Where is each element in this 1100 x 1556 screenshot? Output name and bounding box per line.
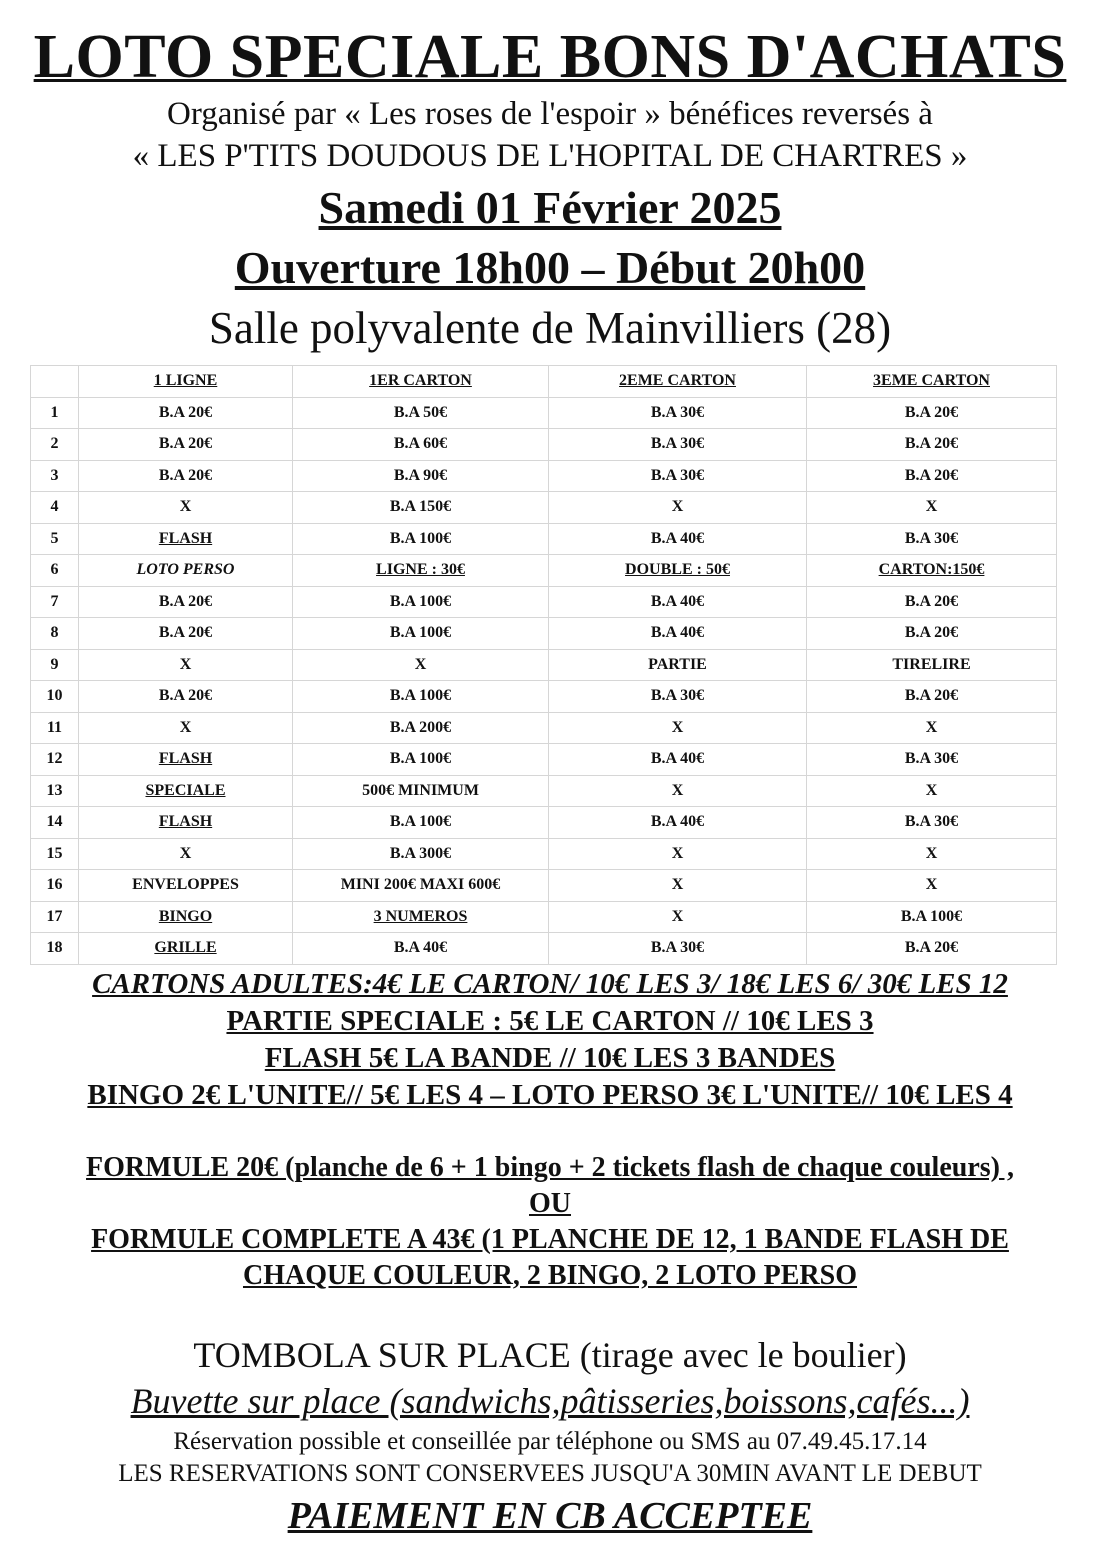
formula-or: OU — [529, 1188, 571, 1219]
table-cell: X — [807, 775, 1057, 807]
table-cell: B.A 100€ — [293, 523, 549, 555]
table-cell: B.A 20€ — [79, 586, 293, 618]
column-header: 1 LIGNE — [79, 366, 293, 398]
table-row — [31, 775, 1057, 807]
prize-table — [30, 365, 1057, 965]
tombola-text: TOMBOLA SUR PLACE (tirage avec le boulier) — [193, 1335, 907, 1375]
table-row — [31, 838, 1057, 870]
table-cell: FLASH — [79, 744, 293, 776]
page-title: LOTO SPECIALE BONS D'ACHATS — [33, 23, 1067, 91]
table-cell: 3 NUMEROS — [293, 901, 549, 933]
row-number: 16 — [31, 870, 79, 902]
table-cell: B.A 30€ — [549, 429, 807, 461]
table-cell: B.A 20€ — [807, 933, 1057, 965]
table-cell: B.A 100€ — [807, 901, 1057, 933]
table-row — [31, 492, 1057, 524]
table-cell: X — [549, 901, 807, 933]
event-date: Samedi 01 Février 2025 — [318, 182, 782, 233]
table-row — [31, 933, 1057, 965]
table-cell: B.A 100€ — [293, 744, 549, 776]
table-cell: B.A 100€ — [293, 681, 549, 713]
reservation-text: Réservation possible et conseillée par téléphone ou SMS au 07.49.45.17.14 — [173, 1428, 927, 1455]
table-cell: X — [79, 649, 293, 681]
table-cell: X — [79, 838, 293, 870]
table-cell: MINI 200€ MAXI 600€ — [293, 870, 549, 902]
row-number: 10 — [31, 681, 79, 713]
row-number: 7 — [31, 586, 79, 618]
table-cell: GRILLE — [79, 933, 293, 965]
table-cell: PARTIE — [549, 649, 807, 681]
table-cell: B.A 20€ — [79, 429, 293, 461]
payment-text: PAIEMENT EN CB ACCEPTEE — [287, 1495, 813, 1537]
formula-2-line-2: CHAQUE COULEUR, 2 BINGO, 2 LOTO PERSO — [242, 1260, 858, 1291]
table-cell: X — [807, 838, 1057, 870]
table-cell: B.A 30€ — [549, 681, 807, 713]
table-cell: X — [79, 712, 293, 744]
table-cell: TIRELIRE — [807, 649, 1057, 681]
table-cell: X — [807, 712, 1057, 744]
table-cell: B.A 20€ — [79, 460, 293, 492]
table-cell: DOUBLE : 50€ — [549, 555, 807, 587]
table-cell: B.A 20€ — [79, 397, 293, 429]
price-list — [0, 966, 1100, 1114]
table-cell: X — [549, 712, 807, 744]
reservation-note: LES RESERVATIONS SONT CONSERVEES JUSQU'A 30MIN AVANT LE DEBUT — [118, 1460, 982, 1487]
table-cell: B.A 30€ — [807, 807, 1057, 839]
row-number: 17 — [31, 901, 79, 933]
table-cell: B.A 40€ — [549, 618, 807, 650]
event-venue: Salle polyvalente de Mainvilliers (28) — [208, 303, 892, 353]
table-cell: SPECIALE — [79, 775, 293, 807]
table-row — [31, 523, 1057, 555]
table-cell: B.A 30€ — [549, 933, 807, 965]
table-row — [31, 807, 1057, 839]
organizer-block — [0, 93, 1100, 177]
row-number: 15 — [31, 838, 79, 870]
reservation-block — [0, 1426, 1100, 1490]
price-flash: FLASH 5€ LA BANDE // 10€ LES 3 BANDES — [264, 1042, 836, 1074]
table-row — [31, 586, 1057, 618]
table-cell: ENVELOPPES — [79, 870, 293, 902]
table-cell: X — [807, 492, 1057, 524]
table-cell: B.A 20€ — [79, 681, 293, 713]
table-row — [31, 618, 1057, 650]
table-cell: B.A 40€ — [549, 586, 807, 618]
price-bingo: BINGO 2€ L'UNITE// 5€ LES 4 – LOTO PERSO 3€ L'UNITE// 10€ LES 4 — [87, 1079, 1013, 1111]
table-cell: BINGO — [79, 901, 293, 933]
table-cell: B.A 40€ — [549, 744, 807, 776]
column-header — [31, 366, 79, 398]
price-adults: CARTONS ADULTES:4€ LE CARTON/ 10€ LES 3/ 18€ LES 6/ 30€ LES 12 — [92, 968, 1008, 1000]
table-cell: B.A 20€ — [79, 618, 293, 650]
table-cell: B.A 30€ — [549, 460, 807, 492]
organizer-line-2: « LES P'TITS DOUDOUS DE L'HOPITAL DE CHARTRES » — [132, 138, 968, 174]
table-cell: 500€ MINIMUM — [293, 775, 549, 807]
table-cell: B.A 100€ — [293, 618, 549, 650]
table-cell: X — [549, 775, 807, 807]
row-number: 4 — [31, 492, 79, 524]
table-cell: B.A 100€ — [293, 586, 549, 618]
table-cell: X — [549, 870, 807, 902]
table-cell: B.A 30€ — [807, 523, 1057, 555]
row-number: 2 — [31, 429, 79, 461]
table-row — [31, 397, 1057, 429]
formula-2-line-1: FORMULE COMPLETE A 43€ (1 PLANCHE DE 12, 1 BANDE FLASH DE — [91, 1224, 1009, 1255]
table-row — [31, 555, 1057, 587]
table-row — [31, 712, 1057, 744]
column-header: 1ER CARTON — [293, 366, 549, 398]
row-number: 1 — [31, 397, 79, 429]
row-number: 8 — [31, 618, 79, 650]
table-cell: B.A 50€ — [293, 397, 549, 429]
table-cell: X — [807, 870, 1057, 902]
row-number: 6 — [31, 555, 79, 587]
table-header-row — [31, 366, 1057, 398]
table-cell: B.A 20€ — [807, 429, 1057, 461]
organizer-line-1: Organisé par « Les roses de l'espoir » bénéfices reversés à — [167, 96, 933, 132]
row-number: 12 — [31, 744, 79, 776]
table-cell: X — [293, 649, 549, 681]
column-header: 3EME CARTON — [807, 366, 1057, 398]
column-header: 2EME CARTON — [549, 366, 807, 398]
table-cell: B.A 20€ — [807, 681, 1057, 713]
row-number: 18 — [31, 933, 79, 965]
table-cell: LOTO PERSO — [79, 555, 293, 587]
table-cell: B.A 40€ — [293, 933, 549, 965]
table-cell: CARTON:150€ — [807, 555, 1057, 587]
table-cell: B.A 30€ — [807, 744, 1057, 776]
row-number: 13 — [31, 775, 79, 807]
row-number: 14 — [31, 807, 79, 839]
table-cell: B.A 200€ — [293, 712, 549, 744]
row-number: 11 — [31, 712, 79, 744]
table-row — [31, 744, 1057, 776]
table-cell: B.A 20€ — [807, 618, 1057, 650]
table-row — [31, 870, 1057, 902]
row-number: 3 — [31, 460, 79, 492]
table-cell: B.A 20€ — [807, 460, 1057, 492]
price-special: PARTIE SPECIALE : 5€ LE CARTON // 10€ LES 3 — [226, 1005, 874, 1037]
buvette-text: Buvette sur place (sandwichs,pâtisseries,boissons,cafés...) — [130, 1381, 970, 1421]
table-row — [31, 460, 1057, 492]
table-cell: FLASH — [79, 807, 293, 839]
row-number: 9 — [31, 649, 79, 681]
table-cell: LIGNE : 30€ — [293, 555, 549, 587]
table-cell: B.A 300€ — [293, 838, 549, 870]
table-cell: B.A 40€ — [549, 807, 807, 839]
row-number: 5 — [31, 523, 79, 555]
formula-block — [0, 1150, 1100, 1294]
table-row — [31, 901, 1057, 933]
formula-1: FORMULE 20€ (planche de 6 + 1 bingo + 2 tickets flash de chaque couleurs) , — [86, 1152, 1014, 1183]
table-cell: B.A 20€ — [807, 397, 1057, 429]
table-cell: B.A 20€ — [807, 586, 1057, 618]
table-cell: B.A 40€ — [549, 523, 807, 555]
table-row — [31, 649, 1057, 681]
table-cell: FLASH — [79, 523, 293, 555]
table-cell: B.A 90€ — [293, 460, 549, 492]
table-cell: X — [79, 492, 293, 524]
table-cell: B.A 100€ — [293, 807, 549, 839]
table-cell: B.A 150€ — [293, 492, 549, 524]
table-cell: B.A 60€ — [293, 429, 549, 461]
event-hours: Ouverture 18h00 – Début 20h00 — [234, 242, 866, 293]
table-cell: X — [549, 492, 807, 524]
table-cell: X — [549, 838, 807, 870]
table-row — [31, 429, 1057, 461]
table-row — [31, 681, 1057, 713]
table-cell: B.A 30€ — [549, 397, 807, 429]
